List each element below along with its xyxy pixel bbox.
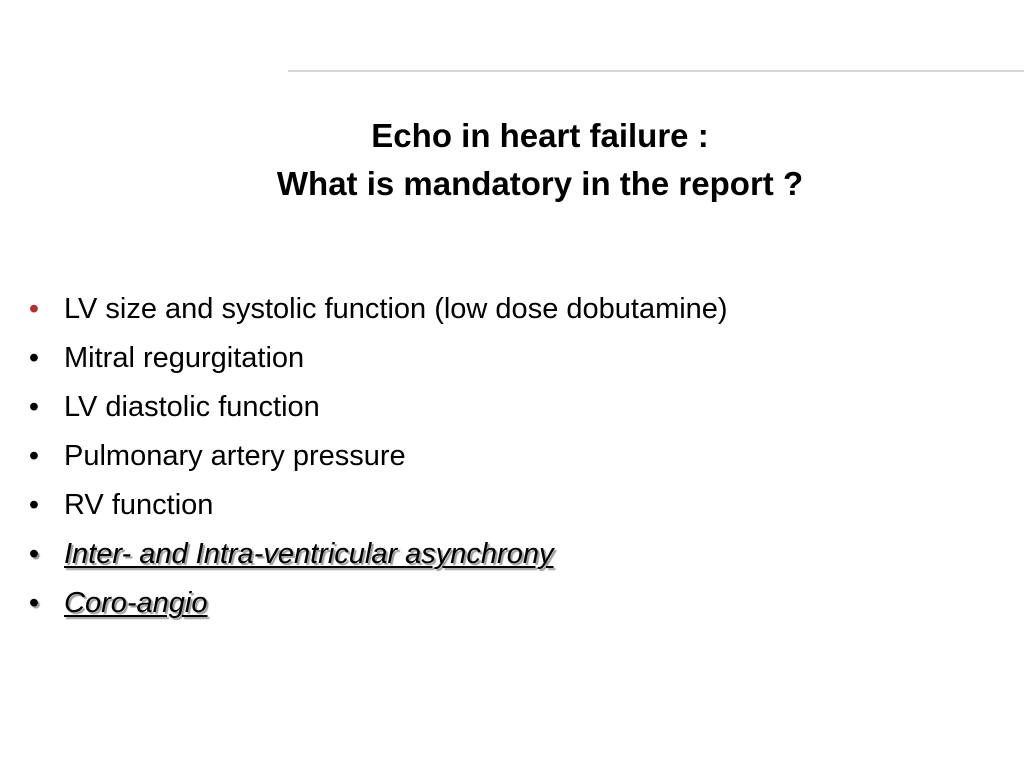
bullet-icon: • — [28, 342, 40, 374]
bullet-text: Inter- and Intra-ventricular asynchrony — [64, 538, 554, 570]
bullet-text: LV size and systolic function (low dose dobutamine) — [64, 293, 728, 325]
bullet-text: RV function — [64, 489, 214, 521]
bullet-text: Pulmonary artery pressure — [64, 440, 406, 472]
bullet-icon: • — [28, 538, 40, 570]
bullet-icon: • — [28, 489, 40, 521]
bullet-icon: • — [28, 293, 40, 325]
bullet-icon: • — [28, 587, 40, 619]
bullet-text: LV diastolic function — [64, 391, 320, 423]
bullet-icon: • — [28, 440, 40, 472]
bullet-icon: • — [28, 391, 40, 423]
top-divider-line — [288, 70, 1024, 72]
title-line-1: Echo in heart failure : — [371, 117, 709, 154]
title-line-2: What is mandatory in the report ? — [276, 165, 804, 202]
bullet-text: Mitral regurgitation — [64, 342, 305, 374]
bullet-text: Coro-angio — [64, 587, 208, 619]
slide-title — [0, 112, 1024, 208]
